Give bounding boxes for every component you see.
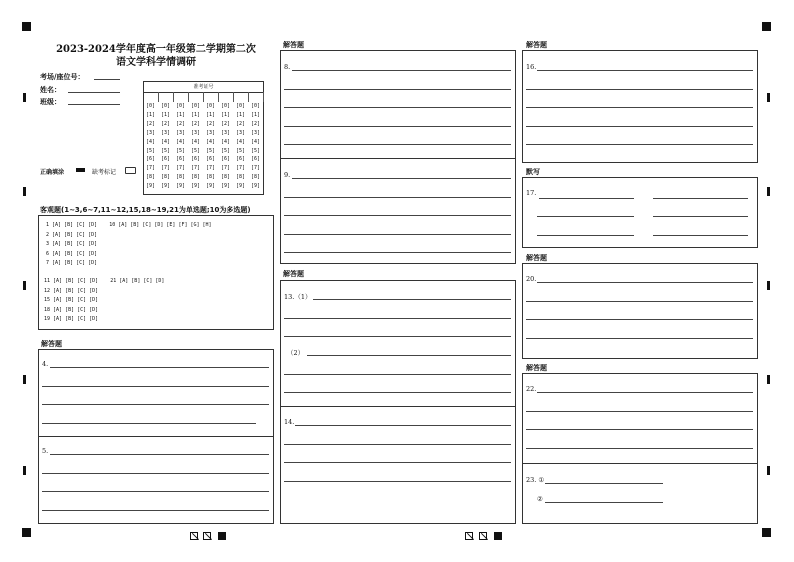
page-mark	[190, 532, 198, 540]
q9-answer-box	[280, 158, 516, 264]
answer-line[interactable]	[292, 178, 511, 179]
name-field[interactable]	[68, 92, 120, 93]
exam-id-grid	[143, 81, 264, 195]
q5-label: 5.	[42, 447, 49, 455]
class-label: 班级：	[40, 97, 61, 106]
q13-answer-box	[280, 280, 516, 407]
q13-part2-label: （2）	[287, 349, 305, 357]
answer-line[interactable]	[313, 299, 511, 300]
exam-id-digit-bubble[interactable]: [3]	[251, 129, 261, 136]
answer-line[interactable]	[292, 70, 511, 71]
exam-id-digit-bubble[interactable]: [9]	[146, 183, 156, 190]
exam-id-digit-bubble[interactable]: [1]	[146, 111, 156, 118]
q20-answer-box	[522, 263, 758, 359]
exam-id-digit-bubble[interactable]: [3]	[161, 129, 171, 136]
exam-id-write-cell[interactable]	[189, 92, 204, 102]
timing-mark	[767, 466, 770, 475]
legend-missing-label: 缺考标记	[92, 169, 117, 176]
timing-mark	[767, 93, 770, 102]
answer-line[interactable]	[284, 107, 511, 108]
q22-label: 22.	[526, 385, 537, 393]
exam-id-digit-bubble[interactable]: [4]	[221, 138, 231, 145]
exam-id-digit-bubble[interactable]: [8]	[206, 174, 216, 181]
exam-id-digit-bubble[interactable]: [3]	[236, 129, 246, 136]
timing-mark	[23, 375, 26, 384]
answer-line[interactable]	[537, 282, 753, 283]
timing-mark	[23, 93, 26, 102]
timing-mark	[23, 466, 26, 475]
exam-id-digit-bubble[interactable]: [2]	[251, 120, 261, 127]
exam-id-digit-bubble[interactable]: [7]	[221, 165, 231, 172]
q16-label: 16.	[526, 63, 537, 71]
exam-id-write-cell[interactable]	[159, 92, 174, 102]
answer-line[interactable]	[42, 404, 269, 405]
answer-line[interactable]	[526, 411, 753, 412]
answer-line[interactable]	[42, 473, 269, 474]
exam-id-digit-bubble[interactable]: [9]	[176, 183, 186, 190]
mc-question-row[interactable]: 15 [A] [B] [C] [D]	[44, 297, 99, 303]
missing-exam-box[interactable]	[125, 167, 136, 174]
answer-line[interactable]	[526, 429, 753, 430]
exam-id-digit-bubble[interactable]: [8]	[161, 174, 171, 181]
exam-id-digit-bubble[interactable]: [2]	[146, 120, 156, 127]
page-mark	[479, 532, 487, 540]
q23-part2-label: ②	[537, 495, 543, 503]
exam-id-digit-bubble[interactable]: [0]	[146, 103, 156, 109]
exam-id-digit-bubble[interactable]: [8]	[191, 174, 201, 181]
exam-id-digit-bubble[interactable]: [6]	[251, 156, 261, 163]
answer-line[interactable]	[539, 198, 634, 199]
exam-title-line2: 语文学科学情调研	[116, 57, 196, 68]
exam-id-digit-bubble[interactable]: [6]	[236, 156, 246, 163]
answer-line[interactable]	[50, 454, 269, 455]
q22-answer-box	[522, 373, 758, 464]
exam-id-digit-bubble[interactable]: [0]	[206, 103, 216, 109]
dictation-section-title: 默写	[526, 168, 540, 176]
answer-line[interactable]	[653, 235, 748, 236]
corner-mark-bottom-left	[22, 528, 31, 537]
q20-label: 20.	[526, 275, 537, 283]
exam-id-digit-bubble[interactable]: [3]	[146, 129, 156, 136]
answer-line[interactable]	[284, 392, 511, 393]
mc-question-row[interactable]: 11 [A] [B] [C] [D] 21 [A] [B] [C] [D]	[44, 278, 165, 284]
exam-id-digit-bubble[interactable]: [1]	[251, 111, 261, 118]
exam-id-digit-bubble[interactable]: [9]	[251, 183, 261, 190]
exam-id-digit-bubble[interactable]: [1]	[161, 111, 171, 118]
exam-id-digit-bubble[interactable]: [7]	[236, 165, 246, 172]
exam-id-digit-bubble[interactable]: [4]	[146, 138, 156, 145]
exam-id-digit-bubble[interactable]: [7]	[191, 165, 201, 172]
exam-id-digit-bubble[interactable]: [0]	[176, 103, 186, 109]
exam-id-digit-bubble[interactable]: [4]	[251, 138, 261, 145]
answer-line[interactable]	[295, 425, 511, 426]
exam-id-digit-bubble[interactable]: [7]	[251, 165, 261, 172]
answer-section-title: 解答题	[283, 270, 304, 278]
answer-line[interactable]	[545, 483, 663, 484]
answer-line[interactable]	[42, 386, 269, 387]
exam-id-digit-bubble[interactable]: [2]	[161, 120, 171, 127]
exam-id-digit-bubble[interactable]: [4]	[236, 138, 246, 145]
answer-line[interactable]	[526, 319, 753, 320]
q23-answer-box	[522, 463, 758, 524]
answer-line[interactable]	[284, 144, 511, 145]
exam-id-digit-bubble[interactable]: [6]	[191, 156, 201, 163]
exam-id-digit-bubble[interactable]: [0]	[221, 103, 231, 109]
exam-id-digit-bubble[interactable]: [8]	[176, 174, 186, 181]
exam-id-digit-bubble[interactable]: [8]	[221, 174, 231, 181]
room-seat-label: 考场/座位号：	[40, 72, 85, 81]
exam-id-digit-bubble[interactable]: [8]	[236, 174, 246, 181]
answer-line[interactable]	[284, 126, 511, 127]
exam-id-digit-bubble[interactable]: [6]	[146, 156, 156, 163]
answer-line[interactable]	[50, 367, 269, 368]
exam-id-digit-bubble[interactable]: [6]	[206, 156, 216, 163]
exam-id-digit-bubble[interactable]: [4]	[176, 138, 186, 145]
answer-line[interactable]	[653, 216, 748, 217]
answer-line[interactable]	[42, 423, 256, 424]
answer-section-title: 解答题	[526, 364, 547, 372]
page-mark	[465, 532, 473, 540]
exam-id-digit-bubble[interactable]: [0]	[161, 103, 171, 109]
timing-mark	[767, 187, 770, 196]
exam-id-digit-bubble[interactable]: [1]	[206, 111, 216, 118]
answer-line[interactable]	[537, 70, 753, 71]
corner-mark-bottom-right	[762, 528, 771, 537]
answer-line[interactable]	[284, 252, 511, 253]
mc-question-row[interactable]: 6 [A] [B] [C] [D]	[46, 250, 98, 257]
answer-line[interactable]	[653, 198, 748, 199]
q23-label: 23. ①	[526, 476, 545, 484]
exam-id-digit-bubble[interactable]: [1]	[236, 111, 246, 118]
answer-line[interactable]	[42, 510, 269, 511]
exam-id-digit-bubble[interactable]: [2]	[221, 120, 231, 127]
answer-line[interactable]	[284, 481, 511, 482]
room-seat-field[interactable]	[94, 79, 120, 80]
timing-mark	[23, 187, 26, 196]
exam-id-digit-bubble[interactable]: [8]	[146, 174, 156, 181]
exam-id-digit-bubble[interactable]: [7]	[146, 165, 156, 172]
exam-id-digit-bubble[interactable]: [7]	[176, 165, 186, 172]
answer-line[interactable]	[42, 491, 269, 492]
exam-id-digit-bubble[interactable]: [9]	[221, 183, 231, 190]
answer-line[interactable]	[284, 336, 511, 337]
answer-line[interactable]	[526, 338, 753, 339]
timing-mark	[23, 281, 26, 290]
corner-mark-top-left	[22, 22, 31, 31]
exam-id-digit-bubble[interactable]: [2]	[191, 120, 201, 127]
exam-id-digit-bubble[interactable]: [2]	[176, 120, 186, 127]
exam-id-digit-bubble[interactable]: [3]	[221, 129, 231, 136]
mc-question-row[interactable]: 7 [A] [B] [C] [D]	[46, 260, 98, 266]
legend-correct-swatch	[76, 168, 85, 172]
page-mark	[203, 532, 211, 540]
q8-label: 8.	[284, 63, 291, 71]
exam-id-digit-bubble[interactable]: [5]	[146, 147, 156, 154]
exam-id-digit-bubble[interactable]: [1]	[221, 111, 231, 118]
answer-line[interactable]	[284, 197, 511, 198]
answer-line[interactable]	[526, 301, 753, 302]
page-mark	[218, 532, 226, 540]
exam-id-digit-bubble[interactable]: [4]	[191, 138, 201, 145]
timing-mark	[767, 375, 770, 384]
mc-question-row[interactable]: 12 [A] [B] [C] [D]	[44, 287, 99, 294]
q14-answer-box	[280, 406, 516, 524]
mc-question-row[interactable]: 19 [A] [B] [C] [D]	[44, 316, 99, 322]
exam-id-digit-bubble[interactable]: [4]	[161, 138, 171, 145]
exam-id-digit-bubble[interactable]: [8]	[251, 174, 261, 181]
exam-id-digit-bubble[interactable]: [5]	[206, 147, 216, 154]
exam-id-write-cell[interactable]	[204, 92, 219, 102]
answer-section-title: 解答题	[41, 340, 62, 348]
answer-line[interactable]	[526, 89, 753, 90]
q5-answer-box	[38, 436, 274, 524]
answer-line[interactable]	[284, 444, 511, 445]
answer-line[interactable]	[284, 215, 511, 216]
q17-label: 17.	[526, 189, 537, 197]
answer-line[interactable]	[526, 448, 753, 449]
timing-mark	[767, 281, 770, 290]
exam-id-digit-bubble[interactable]: [3]	[176, 129, 186, 136]
exam-id-digit-bubble[interactable]: [2]	[206, 120, 216, 127]
exam-id-digit-bubble[interactable]: [4]	[206, 138, 216, 145]
mc-question-row[interactable]: 18 [A] [B] [C] [D]	[44, 306, 99, 313]
q9-label: 9.	[284, 171, 291, 179]
mc-question-row[interactable]: 1 [A] [B] [C] [D] 10 [A] [B] [C] [D] [E] [F] [G] [H]	[46, 222, 212, 228]
answer-line[interactable]	[526, 144, 753, 145]
q17-answer-box	[522, 177, 758, 248]
exam-id-digit-bubble[interactable]: [6]	[221, 156, 231, 163]
exam-id-write-cell[interactable]	[249, 92, 264, 102]
exam-id-digit-bubble[interactable]: [0]	[236, 103, 246, 109]
answer-line[interactable]	[537, 216, 634, 217]
exam-id-digit-bubble[interactable]: [0]	[251, 103, 261, 109]
answer-line[interactable]	[307, 355, 511, 356]
exam-id-digit-bubble[interactable]: [5]	[161, 147, 171, 154]
answer-section-title: 解答题	[283, 41, 304, 49]
exam-id-write-cell[interactable]	[234, 92, 249, 102]
exam-id-digit-bubble[interactable]: [1]	[176, 111, 186, 118]
exam-id-digit-bubble[interactable]: [9]	[191, 183, 201, 190]
page-mark	[494, 532, 502, 540]
q4-label: 4.	[42, 360, 49, 368]
exam-id-digit-bubble[interactable]: [5]	[251, 147, 261, 154]
answer-line[interactable]	[284, 374, 511, 375]
exam-id-digit-bubble[interactable]: [5]	[236, 147, 246, 154]
objective-answer-box	[38, 215, 274, 330]
answer-line[interactable]	[284, 89, 511, 90]
answer-line[interactable]	[526, 126, 753, 127]
exam-id-write-cell[interactable]	[174, 92, 189, 102]
q8-answer-box	[280, 50, 516, 159]
name-label: 姓名：	[40, 85, 61, 94]
answer-line[interactable]	[526, 107, 753, 108]
answer-line[interactable]	[537, 235, 634, 236]
exam-id-title: 准考证号	[144, 82, 263, 93]
q14-label: 14.	[284, 418, 295, 426]
answer-section-title: 解答题	[526, 254, 547, 262]
answer-line[interactable]	[545, 502, 663, 503]
class-field[interactable]	[68, 104, 120, 105]
exam-id-digit-bubble[interactable]: [6]	[176, 156, 186, 163]
answer-line[interactable]	[284, 462, 511, 463]
answer-section-title: 解答题	[526, 41, 547, 49]
exam-id-digit-bubble[interactable]: [5]	[221, 147, 231, 154]
exam-id-digit-bubble[interactable]: [9]	[236, 183, 246, 190]
objective-section-title: 客观题(1~3,6~7,11~12,15,18~19,21为单选题;10为多选题)	[40, 206, 251, 214]
legend-correct-label: 正确填涂	[40, 169, 65, 176]
exam-id-write-cell[interactable]	[219, 92, 234, 102]
answer-line[interactable]	[284, 318, 511, 319]
exam-id-digit-bubble[interactable]: [1]	[191, 111, 201, 118]
answer-line[interactable]	[537, 392, 753, 393]
exam-id-digit-bubble[interactable]: [2]	[236, 120, 246, 127]
exam-id-digit-bubble[interactable]: [7]	[206, 165, 216, 172]
exam-id-write-cell[interactable]	[144, 92, 159, 102]
exam-id-digit-bubble[interactable]: [5]	[176, 147, 186, 154]
exam-id-digit-bubble[interactable]: [0]	[191, 103, 201, 109]
exam-title-line1: 2023-2024学年度高一年级第二学期第二次	[56, 44, 256, 55]
mc-question-row[interactable]: 2 [A] [B] [C] [D]	[46, 231, 98, 238]
exam-id-digit-bubble[interactable]: [9]	[206, 183, 216, 190]
exam-id-digit-bubble[interactable]: [6]	[161, 156, 171, 163]
exam-id-digit-bubble[interactable]: [9]	[161, 183, 171, 190]
q16-answer-box	[522, 50, 758, 163]
exam-id-digit-bubble[interactable]: [5]	[191, 147, 201, 154]
answer-line[interactable]	[284, 234, 511, 235]
q13-label: 13.（1）	[284, 293, 312, 301]
exam-id-digit-bubble[interactable]: [7]	[161, 165, 171, 172]
corner-mark-top-right	[762, 22, 771, 31]
q4-answer-box	[38, 349, 274, 437]
mc-question-row[interactable]: 3 [A] [B] [C] [D]	[46, 241, 98, 247]
exam-id-digit-bubble[interactable]: [3]	[206, 129, 216, 136]
exam-id-digit-bubble[interactable]: [3]	[191, 129, 201, 136]
